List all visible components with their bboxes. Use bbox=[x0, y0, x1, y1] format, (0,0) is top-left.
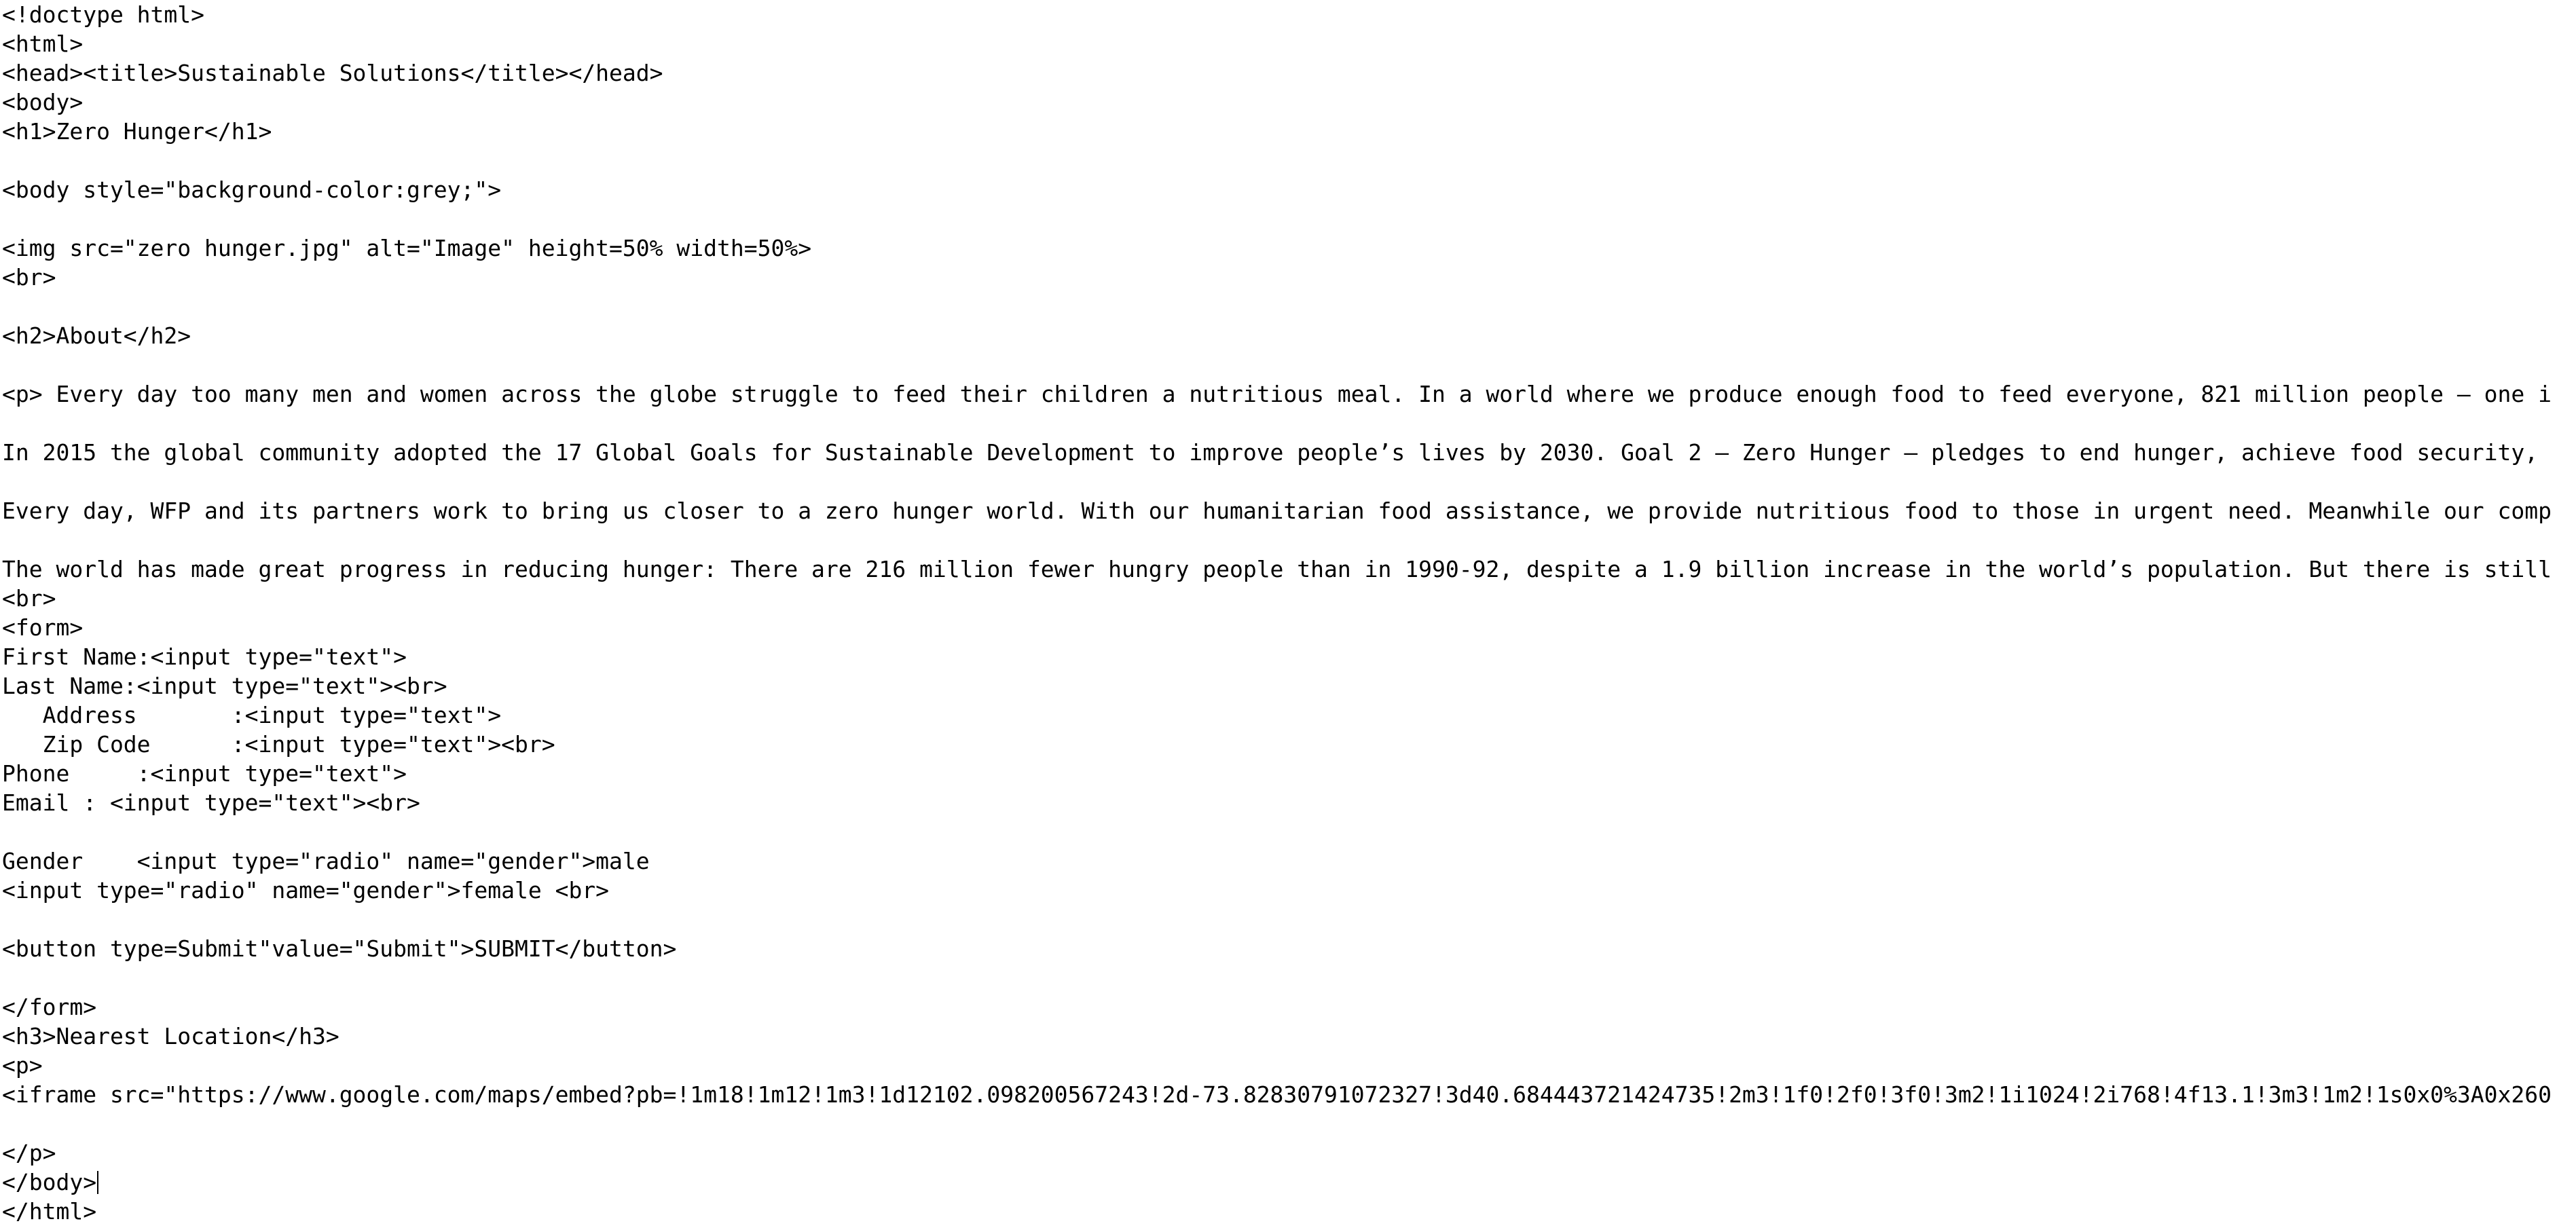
code-line[interactable]: The world has made great progress in reducing hunger: There are 216 million fewer hungry people than in 1990-92, despite a 1.9 billion increase in the world’s population. But there is still bbox=[2, 556, 2552, 582]
code-line[interactable]: In 2015 the global community adopted the 17 Global Goals for Sustainable Development to improve people’s lives by 2030. Goal 2 – Zero Hunger – pledges to end hunger, achieve food security, bbox=[2, 439, 2539, 466]
code-line[interactable]: </html> bbox=[2, 1198, 97, 1225]
code-line[interactable]: <p> bbox=[2, 1052, 43, 1079]
code-line[interactable] bbox=[2, 350, 2574, 379]
code-line[interactable]: <br> bbox=[2, 585, 56, 612]
code-line[interactable]: <img src="zero hunger.jpg" alt="Image" height=50% width=50%> bbox=[2, 235, 812, 261]
code-line[interactable] bbox=[2, 204, 2574, 234]
code-line[interactable]: <iframe src="https://www.google.com/maps/embed?pb=!1m18!1m12!1m3!1d12102.098200567243!2d-73.82830791072327!3d40.684443721424735!2m3!1f0!2f0!3f0!3m2!1i1024!2i768!4f13.1!3m3!1m2!1s0x0%3A0x260 bbox=[2, 1081, 2552, 1108]
code-line[interactable]: <body> bbox=[2, 89, 84, 115]
code-line[interactable] bbox=[2, 525, 2574, 555]
code-line[interactable]: <h3>Nearest Location</h3> bbox=[2, 1023, 339, 1049]
code-line[interactable] bbox=[2, 817, 2574, 846]
code-line[interactable]: <form> bbox=[2, 614, 84, 641]
text-caret bbox=[97, 1171, 98, 1194]
code-line[interactable]: <p> Every day too many men and women across the globe struggle to feed their children a nutritious meal. In a world where we produce enough food to feed everyone, 821 million people – one i bbox=[2, 381, 2552, 407]
code-line[interactable]: <body style="background-color:grey;"> bbox=[2, 176, 502, 203]
code-line[interactable]: Last Name:<input type="text"><br> bbox=[2, 673, 447, 699]
code-line[interactable]: Zip Code :<input type="text"><br> bbox=[2, 731, 555, 758]
code-line[interactable]: <h2>About</h2> bbox=[2, 322, 191, 349]
code-line[interactable]: Every day, WFP and its partners work to bring us closer to a zero hunger world. With our humanitarian food assistance, we provide nutritious food to those in urgent need. Meanwhile our comp bbox=[2, 498, 2552, 524]
code-line[interactable]: </form> bbox=[2, 994, 97, 1020]
code-line[interactable]: <input type="radio" name="gender">female <br> bbox=[2, 877, 610, 903]
code-line[interactable]: First Name:<input type="text"> bbox=[2, 644, 407, 670]
code-line[interactable]: Gender <input type="radio" name="gender">male bbox=[2, 848, 650, 874]
code-line[interactable] bbox=[2, 467, 2574, 496]
code-line[interactable] bbox=[2, 409, 2574, 438]
code-line[interactable]: <html> bbox=[2, 31, 84, 57]
code-line[interactable]: Address :<input type="text"> bbox=[2, 702, 502, 728]
code-line[interactable]: Email : <input type="text"><br> bbox=[2, 789, 420, 816]
code-line[interactable] bbox=[2, 1109, 2574, 1138]
code-line[interactable]: <!doctype html> bbox=[2, 1, 205, 28]
code-line[interactable] bbox=[2, 292, 2574, 321]
code-line[interactable]: <br> bbox=[2, 264, 56, 291]
code-line[interactable]: <button type=Submit"value="Submit">SUBMIT</button> bbox=[2, 935, 677, 962]
code-line[interactable]: <head><title>Sustainable Solutions</title></head> bbox=[2, 60, 663, 86]
code-line[interactable] bbox=[2, 905, 2574, 934]
code-line[interactable]: </body> bbox=[2, 1168, 2574, 1197]
code-line[interactable] bbox=[2, 146, 2574, 175]
editor-lines bbox=[2, 0, 2574, 1226]
code-line[interactable]: </p> bbox=[2, 1140, 56, 1166]
code-line[interactable]: <h1>Zero Hunger</h1> bbox=[2, 118, 272, 145]
code-line[interactable] bbox=[2, 963, 2574, 992]
code-line[interactable]: Phone :<input type="text"> bbox=[2, 760, 407, 787]
